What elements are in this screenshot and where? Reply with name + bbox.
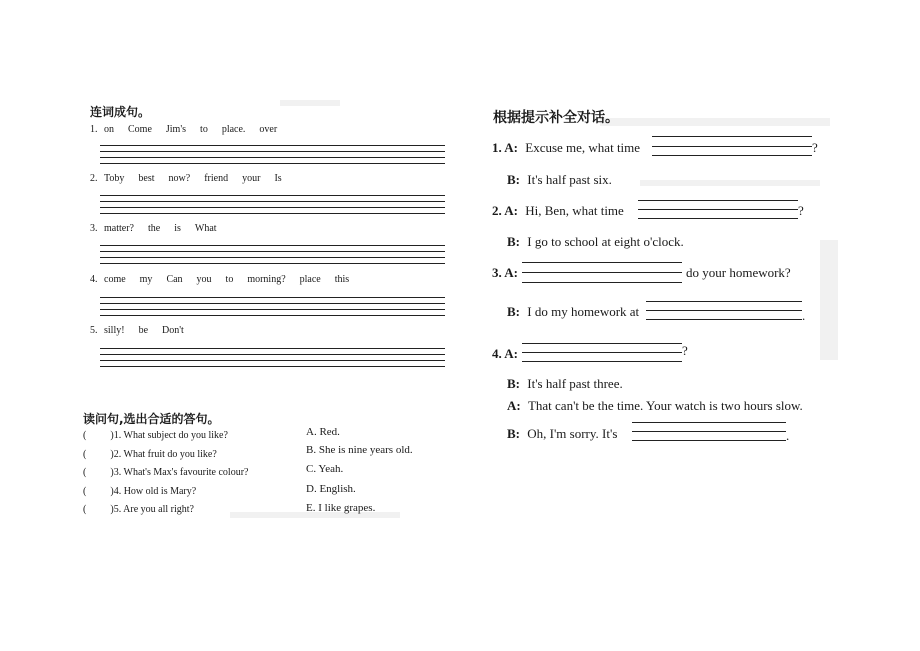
paren-close: )	[110, 430, 114, 441]
dialogue-text: I do my homework at	[527, 304, 640, 319]
question-text: 5. Are you all right?	[113, 504, 194, 515]
paren-open: (	[83, 467, 87, 478]
question-row-1	[83, 430, 228, 441]
word: Come	[128, 124, 152, 135]
answer-line[interactable]	[632, 431, 786, 432]
word: to	[225, 274, 234, 285]
scan-smudge	[820, 240, 838, 360]
question-row-4	[83, 486, 196, 497]
word: place	[299, 274, 321, 285]
answer-line[interactable]	[100, 354, 445, 355]
item-number: 4.	[90, 274, 98, 285]
word: the	[147, 223, 161, 234]
item-number: 5.	[90, 325, 98, 336]
answer-line[interactable]	[522, 343, 682, 344]
answer-line[interactable]	[100, 163, 445, 164]
answer-line[interactable]	[100, 360, 445, 361]
word: Jim's	[165, 124, 187, 135]
section-title-matching: 读问句,选出合适的答句。	[83, 412, 220, 426]
item-number: 1.	[90, 124, 98, 135]
word: is	[174, 223, 181, 234]
speaker-label: B:	[507, 376, 520, 391]
reorder-item-5	[90, 325, 198, 336]
word: you	[196, 274, 212, 285]
answer-line[interactable]	[638, 200, 798, 201]
dialogue-2-a	[492, 203, 624, 219]
option-c: C. Yeah.	[306, 463, 344, 475]
answer-line[interactable]	[100, 315, 445, 316]
question-mark: ?	[798, 203, 804, 218]
answer-line[interactable]	[100, 263, 445, 264]
word: over	[259, 124, 278, 135]
question-text: 4. How old is Mary?	[113, 486, 197, 497]
answer-line[interactable]	[522, 282, 682, 283]
answer-line[interactable]	[100, 251, 445, 252]
dialogue-3-a-label: 3. A:	[492, 265, 518, 280]
word: morning?	[247, 274, 286, 285]
dialogue-text: That can't be the time. Your watch is two hours slow.	[527, 398, 803, 413]
answer-line[interactable]	[100, 195, 445, 196]
period: .	[786, 428, 790, 443]
answer-line[interactable]	[100, 207, 445, 208]
question-mark: ?	[812, 140, 818, 155]
answer-line[interactable]	[100, 297, 445, 298]
dialogue-4-a-label: 4. A:	[492, 346, 518, 361]
answer-line[interactable]	[100, 145, 445, 146]
dialogue-3-b	[507, 304, 639, 320]
speaker-label: 1. A:	[492, 140, 518, 155]
word-list	[104, 325, 198, 336]
section-title-reorder: 连词成句。	[90, 105, 151, 119]
question-text: 2. What fruit do you like?	[113, 449, 217, 460]
word: best	[138, 173, 155, 184]
question-text: 3. What's Max's favourite colour?	[113, 467, 249, 478]
speaker-label: 2. A:	[492, 203, 518, 218]
dialogue-1-b	[507, 172, 612, 188]
answer-line[interactable]	[522, 352, 682, 353]
answer-line[interactable]	[100, 309, 445, 310]
word: my	[139, 274, 153, 285]
question-row-2	[83, 449, 217, 460]
answer-line[interactable]	[638, 209, 798, 210]
answer-line[interactable]	[100, 245, 445, 246]
paren-close: )	[110, 467, 114, 478]
answer-line[interactable]	[638, 218, 798, 219]
answer-line[interactable]	[522, 272, 682, 273]
word: matter?	[104, 223, 134, 234]
dialogue-text: Hi, Ben, what time	[525, 203, 624, 218]
word: friend	[204, 173, 229, 184]
speaker-label: B:	[507, 172, 520, 187]
answer-line[interactable]	[100, 257, 445, 258]
speaker-label: B:	[507, 234, 520, 249]
answer-line[interactable]	[646, 310, 802, 311]
dialogue-3-a-text: do your homework?	[686, 265, 791, 280]
word: to	[200, 124, 208, 135]
word: now?	[168, 173, 191, 184]
option-e: E. I like grapes.	[306, 502, 376, 514]
dialogue-text: It's half past three.	[527, 376, 623, 391]
option-d: D. English.	[306, 483, 356, 495]
reorder-item-4	[90, 274, 363, 285]
answer-line[interactable]	[652, 136, 812, 137]
speaker-label: B:	[507, 304, 520, 319]
paren-open: (	[83, 504, 87, 515]
dialogue-4-a2	[507, 398, 803, 414]
answer-line[interactable]	[522, 262, 682, 263]
word: be	[138, 325, 149, 336]
answer-line[interactable]	[100, 151, 445, 152]
question-mark: ?	[682, 343, 688, 358]
paren-close: )	[110, 486, 114, 497]
dialogue-4-b	[507, 376, 623, 392]
dialogue-1-a	[492, 140, 640, 156]
option-b: B. She is nine years old.	[306, 444, 413, 456]
answer-line[interactable]	[646, 301, 802, 302]
answer-line[interactable]	[646, 319, 802, 320]
reorder-item-3	[90, 223, 231, 234]
scan-smudge	[600, 118, 830, 126]
dialogue-4-b2	[507, 426, 617, 442]
answer-line[interactable]	[100, 201, 445, 202]
word: this	[334, 274, 350, 285]
paren-close: )	[110, 504, 114, 515]
section-title-dialogue: 根据提示补全对话。	[493, 110, 619, 126]
paren-open: (	[83, 430, 87, 441]
reorder-item-2	[90, 173, 296, 184]
scan-smudge	[640, 180, 820, 186]
word-list	[104, 124, 291, 135]
question-text: 1. What subject do you like?	[113, 430, 228, 441]
option-a: A. Red.	[306, 426, 340, 438]
question-row-5	[83, 504, 194, 515]
word: Don't	[162, 325, 184, 336]
word-list	[104, 223, 231, 234]
answer-line[interactable]	[100, 213, 445, 214]
paren-open: (	[83, 449, 87, 460]
period: .	[802, 308, 806, 323]
answer-line[interactable]	[100, 348, 445, 349]
word-list	[104, 274, 363, 285]
reorder-item-1	[90, 124, 291, 135]
dialogue-2-b	[507, 234, 684, 250]
word-list	[104, 173, 296, 184]
dialogue-text: Oh, I'm sorry. It's	[527, 426, 618, 441]
answer-line[interactable]	[652, 155, 812, 156]
word: What	[194, 223, 217, 234]
answer-line[interactable]	[100, 303, 445, 304]
dialogue-text: I go to school at eight o'clock.	[527, 234, 684, 249]
question-row-3	[83, 467, 248, 478]
scan-smudge	[280, 100, 340, 106]
word: Toby	[104, 173, 125, 184]
word: Can	[166, 274, 183, 285]
answer-line[interactable]	[100, 157, 445, 158]
speaker-label: A:	[507, 398, 521, 413]
item-number: 2.	[90, 173, 98, 184]
answer-line[interactable]	[652, 146, 812, 147]
word: come	[104, 274, 126, 285]
item-number: 3.	[90, 223, 98, 234]
word: place.	[221, 124, 246, 135]
word: your	[242, 173, 261, 184]
word: Is	[274, 173, 282, 184]
paren-open: (	[83, 486, 87, 497]
answer-line[interactable]	[522, 361, 682, 362]
answer-line[interactable]	[632, 422, 786, 423]
dialogue-text: It's half past six.	[527, 172, 612, 187]
answer-line[interactable]	[632, 440, 786, 441]
speaker-label: B:	[507, 426, 520, 441]
word: silly!	[104, 325, 125, 336]
answer-line[interactable]	[100, 366, 445, 367]
paren-close: )	[110, 449, 114, 460]
dialogue-text: Excuse me, what time	[525, 140, 641, 155]
word: on	[104, 124, 114, 135]
